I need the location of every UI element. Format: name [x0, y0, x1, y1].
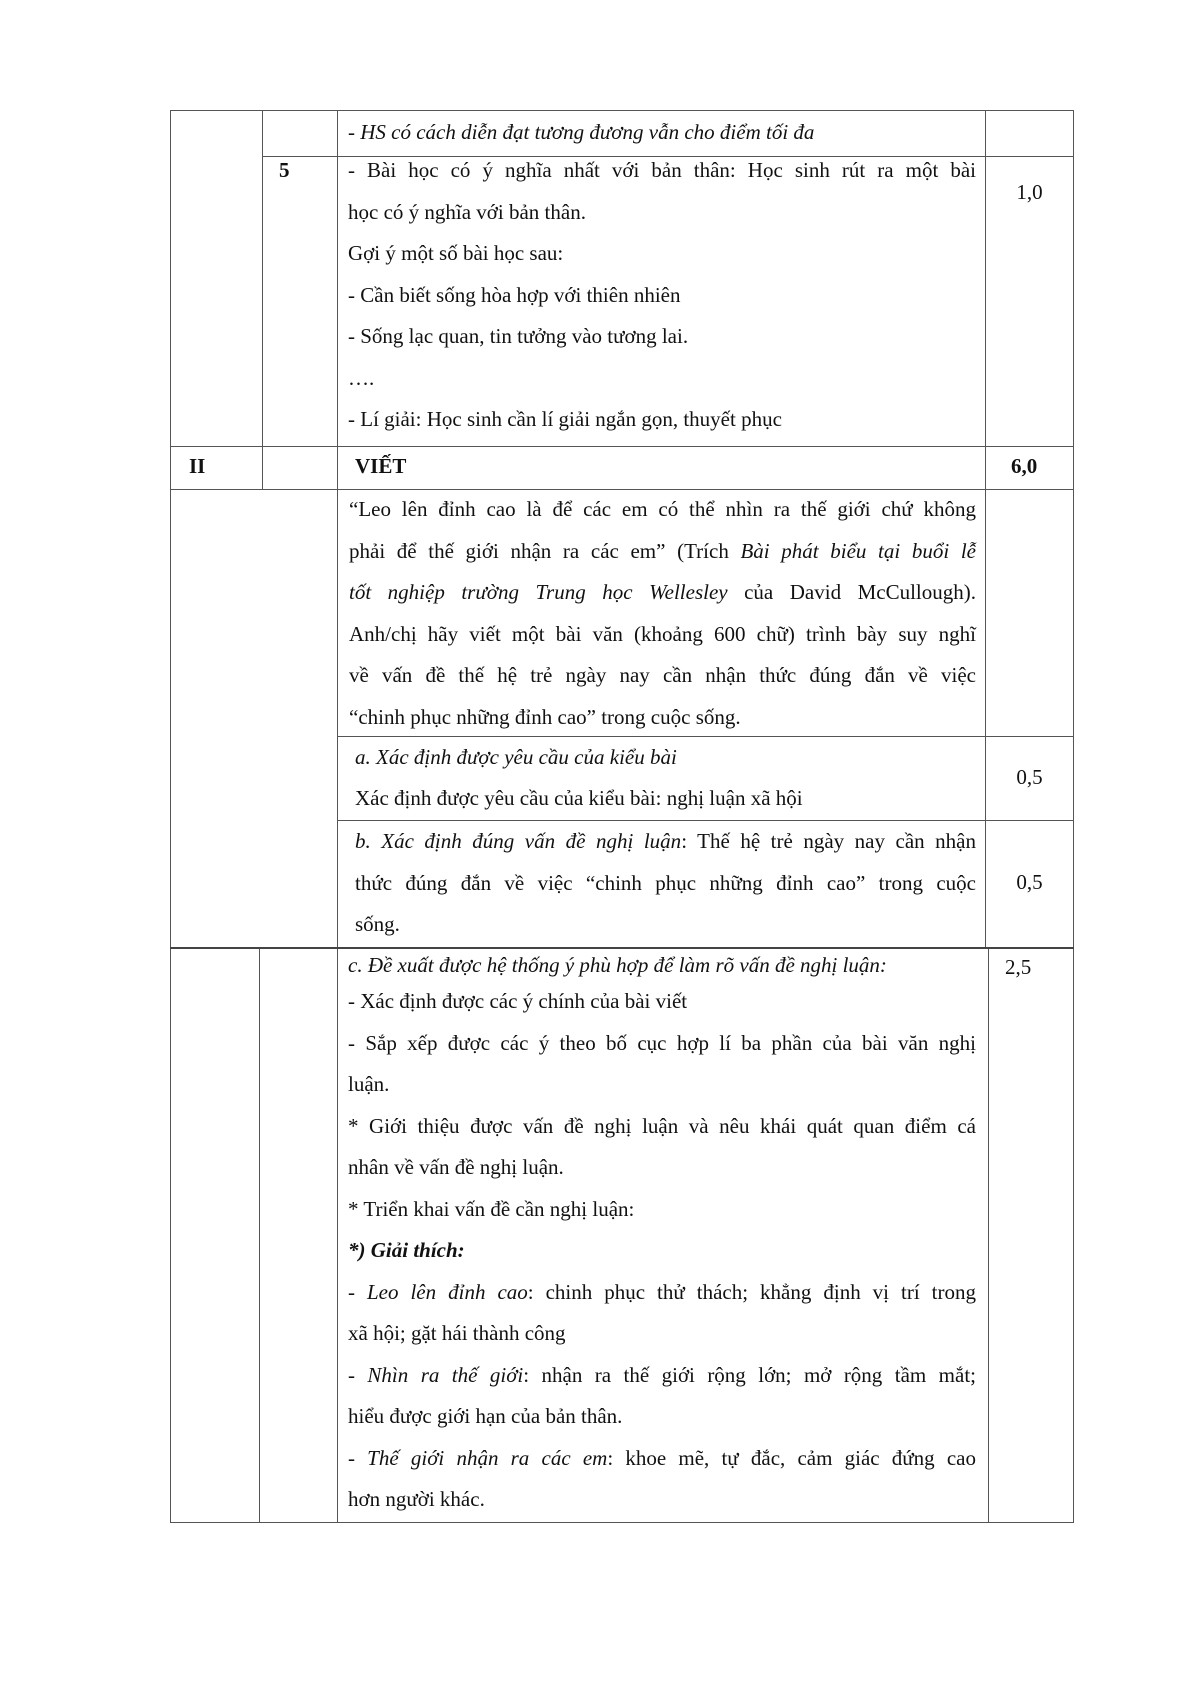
divider-col1-lower [259, 948, 260, 1522]
criterion-c-line: * Giới thiệu được vấn đề nghị luận và nêu khái quát quan điểm cá [348, 1113, 976, 1138]
speech-title: Bài phát biểu tại buổi lễ [740, 538, 976, 563]
prompt-line: Anh/chị hãy viết một bài văn (khoảng 600 chữ) trình bày suy nghĩ [349, 621, 976, 646]
prompt-author: của David McCullough). [727, 580, 977, 604]
criterion-b-line [355, 821, 976, 863]
criterion-c-score-text: 2,5 [1005, 955, 1032, 979]
q5-line: học có ý nghĩa với bản thân. [348, 199, 586, 224]
divider-col3-lower [988, 948, 989, 1522]
prompt-line: về vấn đề thế hệ trẻ ngày nay cần nhận thức đúng đắn về việc [349, 663, 976, 687]
grading-note [348, 112, 814, 154]
explain-item-cont: hiểu được giới hạn của bản thân. [348, 1404, 623, 1428]
explain-item [348, 1272, 976, 1314]
speech-title-cont: tốt nghiệp trường Trung học Wellesley [349, 580, 728, 604]
q5-line: - Sống lạc quan, tin tưởng vào tương lai. [348, 324, 689, 348]
criterion-b-heading: b. Xác định đúng vấn đề nghị luận [355, 829, 682, 853]
criterion-a-score [986, 757, 1073, 799]
border-bottom [170, 1522, 1074, 1523]
criterion-c-heading: c. Đề xuất được hệ thống ý phù hợp để làm rõ vấn đề nghị luận: [348, 953, 887, 977]
criterion-c-score [1005, 951, 1031, 983]
criterion-b-line: thức đúng đắn về việc “chinh phục những đỉnh cao” trong cuộc [355, 870, 976, 895]
explain-item [348, 1438, 976, 1480]
question-5-answer [348, 150, 976, 441]
prompt-text: phải để thế giới nhận ra các em” (Trích [349, 538, 741, 563]
divider-col1-upper-a [262, 110, 263, 489]
grading-note-text: - HS có cách diễn đạt tương đương vẫn cho điểm tối đa [348, 120, 815, 144]
criterion-b-text: : Thế hệ trẻ ngày nay cần nhận [681, 829, 976, 853]
criterion-a-text: Xác định được yêu cầu của kiểu bài: nghị luận xã hội [355, 786, 803, 810]
prompt-line [349, 531, 976, 573]
explain-item-cont: hơn người khác. [348, 1487, 485, 1511]
q5-line: Gợi ý một số bài học sau: [348, 241, 564, 265]
criterion-c [348, 949, 976, 1521]
section-score-text: 6,0 [1011, 454, 1038, 478]
border-top [170, 110, 1074, 111]
prompt-line: “chinh phục những đỉnh cao” trong cuộc sống. [349, 704, 741, 729]
section-part [189, 446, 205, 488]
prompt-line [349, 572, 976, 614]
writing-prompt [349, 489, 976, 738]
criterion-c-line: - Sắp xếp được các ý theo bố cục hợp lí ba phần của bài văn nghị [348, 1030, 976, 1055]
question-number [279, 150, 290, 192]
section-title [355, 446, 406, 488]
section-title-text: VIẾT [355, 454, 407, 478]
explain-term: - Leo lên đỉnh cao [348, 1279, 528, 1304]
criterion-c-line: - Xác định được các ý chính của bài viết [348, 989, 688, 1013]
criterion-c-line: * Triển khai vấn đề cần nghị luận: [348, 1196, 635, 1221]
row-divider-section [170, 446, 1074, 447]
border-left-upper [170, 110, 171, 948]
q5-line: - Cần biết sống hòa hợp với thiên nhiên [348, 282, 681, 307]
explain-term: - Nhìn ra thế giới [348, 1362, 524, 1387]
criterion-a [355, 737, 803, 819]
q5-line: - Lí giải: Học sinh cần lí giải ngắn gọn, thuyết phục [348, 407, 782, 431]
question-5-score [986, 172, 1073, 214]
q5-score-text: 1,0 [1016, 180, 1043, 204]
section-score [1011, 446, 1037, 488]
border-right-upper [1073, 110, 1074, 948]
divider-col3-upper [985, 110, 986, 948]
criterion-c-line: luận. [348, 1072, 390, 1096]
criterion-a-score-text: 0,5 [1016, 765, 1043, 789]
criterion-b-score [986, 862, 1073, 904]
q5-line: - Bài học có ý nghĩa nhất với bản thân: Học sinh rút ra một bài [348, 158, 976, 182]
explain-heading: *) Giải thích: [348, 1238, 465, 1262]
criterion-b-score-text: 0,5 [1016, 870, 1043, 894]
explain-item-cont: xã hội; gặt hái thành công [348, 1321, 566, 1345]
criterion-b [355, 821, 976, 946]
explain-definition: : chinh phục thử thách; khẳng định vị trí trong [527, 1279, 976, 1304]
divider-col2-lower [337, 948, 338, 1522]
border-right-lower [1073, 948, 1074, 1522]
explain-definition: : khoe mẽ, tự đắc, cảm giác đứng cao [607, 1445, 976, 1470]
section-part-text: II [189, 454, 206, 478]
prompt-line: “Leo lên đỉnh cao là để các em có thể nhìn ra thế giới chứ không [349, 497, 976, 521]
divider-col2-upper [337, 110, 338, 948]
explain-term: - Thế giới nhận ra các em [348, 1445, 608, 1470]
question-number-text: 5 [279, 158, 290, 182]
q5-line: …. [348, 365, 375, 390]
criterion-c-line: nhân về vấn đề nghị luận. [348, 1155, 564, 1179]
explain-definition: : nhận ra thế giới rộng lớn; mở rộng tầm mắt; [523, 1362, 976, 1387]
criterion-a-heading: a. Xác định được yêu cầu của kiểu bài [355, 745, 677, 769]
border-left-lower [170, 948, 171, 1522]
explain-item [348, 1355, 976, 1397]
criterion-b-line: sống. [355, 912, 400, 936]
